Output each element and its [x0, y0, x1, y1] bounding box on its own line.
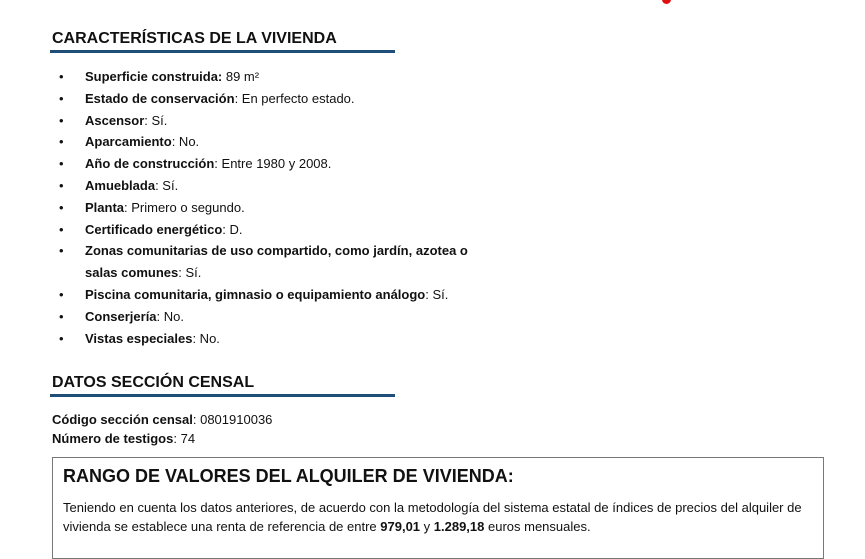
item-value: : Sí.	[155, 177, 179, 193]
item-value: : D.	[222, 221, 243, 237]
rango-box	[52, 457, 824, 559]
characteristics-list	[52, 66, 512, 349]
item-label: Vistas especiales	[85, 330, 193, 346]
list-item	[52, 197, 512, 219]
item-value: : No.	[192, 330, 220, 346]
item-label: Año de construcción	[85, 156, 215, 172]
section-heading-censal: DATOS SECCIÓN CENSAL	[52, 374, 255, 391]
censal-info	[52, 410, 272, 448]
item-value: : Entre 1980 y 2008.	[214, 156, 332, 172]
codigo-value: : 0801910036	[192, 412, 273, 427]
section-heading-caracteristicas: CARACTERÍSTICAS DE LA VIVIENDA	[52, 30, 337, 47]
item-value: : No.	[171, 134, 200, 150]
item-value: : Sí.	[425, 286, 449, 302]
item-label: Amueblada	[85, 177, 156, 193]
item-label: Aparcamiento	[85, 134, 172, 150]
item-label: Superficie construida:	[85, 69, 223, 84]
item-label: Zonas comunitarias de uso compartido, como jardín, azotea o salas comunes	[85, 243, 468, 281]
list-item	[52, 66, 512, 88]
list-item	[52, 88, 512, 110]
red-marker	[662, 0, 671, 4]
list-item	[52, 240, 500, 284]
list-item	[52, 219, 512, 241]
testigos-value: : 74	[173, 431, 196, 446]
list-item	[52, 110, 512, 132]
list-item	[52, 284, 512, 306]
list-item	[52, 131, 512, 153]
item-label: Piscina comunitaria, gimnasio o equipamiento análogo	[85, 286, 426, 302]
rango-text-part: euros mensuales.	[484, 519, 591, 534]
list-item	[52, 328, 512, 350]
rent-min: 979,01	[380, 519, 421, 534]
item-value: : En perfecto estado.	[234, 90, 355, 106]
item-label: Certificado energético	[85, 221, 223, 237]
rango-title: RANGO DE VALORES DEL ALQUILER DE VIVIENDA:	[63, 466, 514, 486]
testigos-label: Número de testigos	[52, 431, 174, 446]
item-value: : Sí.	[178, 265, 202, 281]
item-label: Conserjería	[85, 308, 157, 324]
item-value: 89 m²	[222, 69, 260, 84]
list-item	[52, 306, 512, 328]
rango-text	[63, 498, 818, 536]
rent-max: 1.289,18	[433, 519, 485, 534]
rango-text-part: y	[420, 519, 434, 534]
item-value: : No.	[156, 308, 185, 324]
item-label: Planta	[85, 199, 125, 215]
item-value: : Primero o segundo.	[124, 199, 245, 215]
heading-underline	[50, 394, 395, 397]
item-label: Estado de conservación	[85, 90, 235, 106]
heading-underline	[50, 50, 395, 53]
item-value: : Sí.	[144, 112, 168, 128]
list-item	[52, 153, 512, 175]
rango-text-part: Teniendo en cuenta los datos anteriores, de acuerdo con la metodología del sistema estatal de índices de precios del alquiler de vivienda se establece una renta de referencia de entre	[63, 500, 802, 534]
list-item	[52, 175, 512, 197]
item-label: Ascensor	[85, 112, 145, 128]
codigo-label: Código sección censal	[52, 412, 193, 427]
